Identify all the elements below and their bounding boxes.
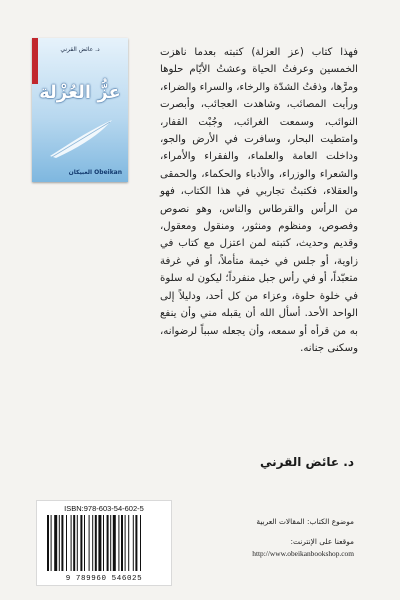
isbn-label: ISBN:978-603-54-602-5 <box>64 504 144 513</box>
cover-publisher-logo: العبيكان Obeikan <box>68 169 122 176</box>
cover-title: عزُّ العُزْلة <box>39 82 121 103</box>
barcode-block <box>36 500 172 586</box>
book-subject: موضوع الكتاب: المقالات العربية <box>256 517 354 526</box>
author-signature: د. عائض القرني <box>259 455 354 469</box>
front-cover-thumbnail <box>32 38 128 182</box>
barcode-number: 9 789960 546025 <box>65 575 143 583</box>
cover-author: د. عائض القرني <box>60 46 100 53</box>
website-label: موقعنا على الإنترنت: <box>290 537 354 546</box>
back-cover-description: فهذا كتاب (عز العزلة) كتبته بعدما ناهزت الخمسين وعرفتُ الحياة وعشتُ الأيّام حلوها ومرَّها، وذقتُ الشدّة والرخاء، والسراء والضراء، ورأيت المصائب، وشاهدت العجائب، وأبصرت النوائب، وسمعت الغرائب، وجُبْت القفار، وامتطيت البحار، وسافرت في الأرض والجو، وداخلت العامة والعلماء، والفقراء والأمراء، والشعراء والوزراء، والأدباء والحكماء، والحمقى والعقلاء، فكتبتُ تجاربي في هذا الكتاب، فهو من الرأس والقرطاس والناس، وهو نصوص وفصوص، ومنظوم ومنثور، ومنقول ومعقول، وقديم وحديث، كتبته لمن اعتزل مع كتاب في زاوية، أو جلس في خيمة متأملاً، أو في غرفة متعبّداً، أو في رأس جبل منفرداً؛ ليكون له سلوة في خلوة حلوة، وعزاء من كل أحد، ودليلاً إلى الواحد الأحد. أسأل الله أن يقبله مني وأن ينفع به من قرأه أو سمعه، وأن يجعله سبباً لرضوانه، وسكنى جنانه. <box>160 47 358 354</box>
barcode-icon <box>45 515 163 571</box>
website-url[interactable]: http://www.obeikanbookshop.com <box>252 549 354 558</box>
book-meta <box>252 516 354 560</box>
cover-red-strip <box>32 38 38 84</box>
feather-icon <box>46 116 116 162</box>
